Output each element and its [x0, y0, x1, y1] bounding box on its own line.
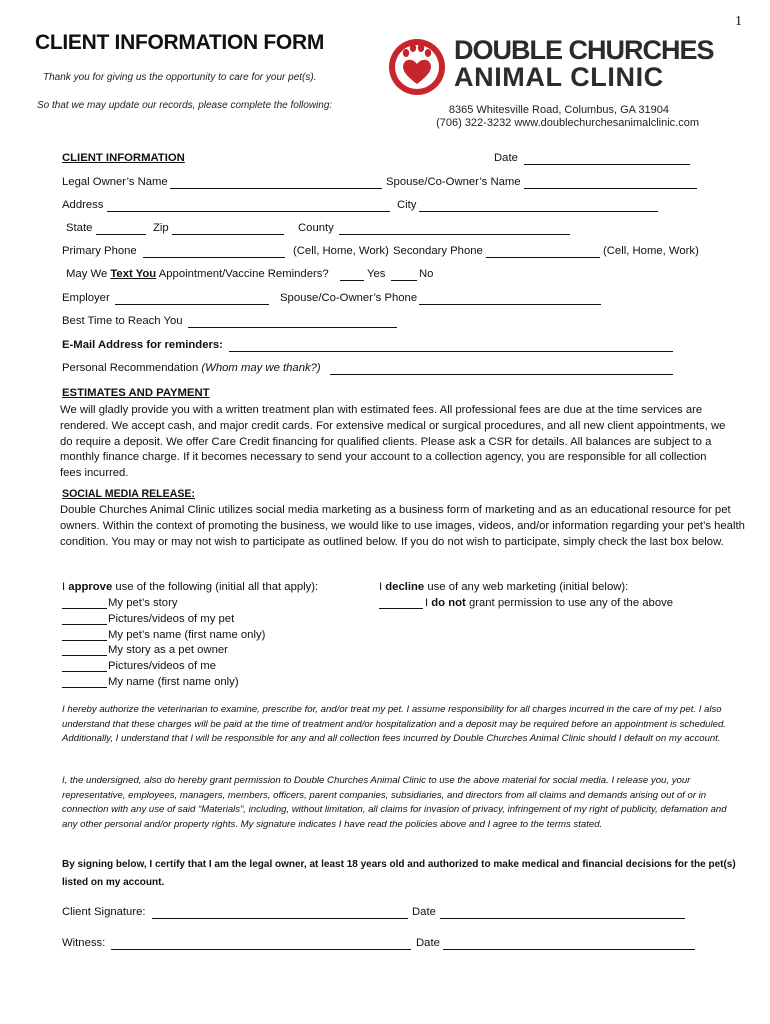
approve-item: Pictures/videos of my pet: [108, 613, 235, 625]
approve-initial-field[interactable]: [62, 608, 107, 609]
intro-instructions: So that we may update our records, please complete the following:: [37, 100, 333, 111]
approve-initial-field[interactable]: [62, 640, 107, 641]
legal-owner-field[interactable]: [170, 188, 382, 189]
date-field[interactable]: [524, 164, 690, 165]
decline-item-suffix: grant permission to use any of the above: [468, 597, 674, 609]
employer-label: Employer: [62, 292, 110, 304]
clinic-address: 8365 Whitesville Road, Columbus, GA 31904: [448, 104, 669, 116]
client-signature-field[interactable]: [152, 918, 408, 919]
intro-thanks: Thank you for giving us the opportunity to care for your pet(s).: [43, 72, 317, 83]
employer-field[interactable]: [115, 304, 269, 305]
email-label: E-Mail Address for reminders:: [62, 339, 223, 351]
best-time-field[interactable]: [188, 327, 397, 328]
approve-item: My pet’s story: [108, 597, 178, 609]
recommendation-label-group: [62, 362, 321, 374]
no-initial-field[interactable]: [391, 280, 417, 281]
secondary-phone-type: (Cell, Home, Work): [603, 245, 699, 257]
approve-initial-field[interactable]: [62, 624, 107, 625]
logo-name-line2: ANIMAL CLINIC: [454, 62, 664, 92]
client-signature-label: Client Signature:: [62, 906, 146, 918]
approve-bold: approve: [68, 581, 113, 593]
approve-initial-field[interactable]: [62, 671, 107, 672]
certify-paragraph: By signing below, I certify that I am the legal owner, at least 18 years old and authorized to make medical and financial decisions for the pet(s) listed on my account.: [62, 859, 736, 888]
approve-prefix: I: [62, 581, 66, 593]
spouse-name-field[interactable]: [524, 188, 697, 189]
decline-suffix: use of any web marketing (initial below):: [427, 581, 629, 593]
estimates-paragraph: We will gladly provide you with a written treatment plan with estimated fees. All professional fees are due at the time services are rendered. We accept cash, and major credit cards. For extensive medical or surgical procedures, and all new client appointments, we do require a deposit. We offer Care Credit financing for qualified clients. Please ask a CSR for details. All balances are subject to a monthly finance charge. If it becomes necessary to send your account to a collection agency, you are responsible for all collection fees incurred.: [60, 404, 726, 480]
best-time-label: Best Time to Reach You: [62, 315, 183, 327]
page-number: 1: [735, 14, 742, 29]
primary-phone-field[interactable]: [143, 257, 285, 258]
client-info-heading: CLIENT INFORMATION: [62, 152, 185, 164]
primary-phone-type: (Cell, Home, Work): [293, 245, 389, 257]
release-paragraph: I, the undersigned, also do hereby grant permission to Double Churches Animal Clinic to use the above material for social media. I release you, your representative, employees, managers, members, officers, parent companies, subsidiaries, and directors from all claims and demands arising out of or in connection with any use of said “Materials”, including, without limitation, all claims for invasion of privacy, infringement of my right of publicity, defamation and any other personal and/or property rights. My signature indicates I have read the policies above and I agree to the terms stated.: [62, 775, 727, 830]
no-label: No: [419, 268, 434, 280]
social-paragraph: Double Churches Animal Clinic utilizes social media marketing as a business form of marketing and as an educational resource for pet owners. Within the context of promoting the business, we would like to use images, videos, and/or information regarding your pet’s health condition. You may or may not wish to participate as outlined below. If you do not wish to participate, simply check the last box below.: [60, 504, 745, 548]
zip-field[interactable]: [172, 234, 284, 235]
witness-label: Witness:: [62, 937, 106, 949]
zip-label: Zip: [153, 222, 169, 234]
county-label: County: [298, 222, 334, 234]
state-label: State: [66, 222, 93, 234]
primary-phone-label: Primary Phone: [62, 245, 137, 257]
recommendation-label: Personal Recommendation: [62, 362, 199, 374]
secondary-phone-field[interactable]: [486, 257, 600, 258]
state-field[interactable]: [96, 234, 146, 235]
address-field[interactable]: [107, 211, 390, 212]
approve-item: My name (first name only): [108, 676, 239, 688]
email-field[interactable]: [229, 351, 673, 352]
approve-item: My story as a pet owner: [108, 644, 228, 656]
form-title: CLIENT INFORMATION FORM: [35, 31, 325, 54]
spouse-phone-field[interactable]: [419, 304, 601, 305]
text-reminders-suffix: Appointment/Vaccine Reminders?: [158, 268, 329, 280]
client-date-label: Date: [412, 906, 436, 918]
decline-item-bold: do not: [431, 597, 466, 609]
paw-heart-icon: [387, 36, 447, 96]
text-reminders-question: [66, 268, 329, 280]
witness-signature-field[interactable]: [111, 949, 411, 950]
social-heading: SOCIAL MEDIA RELEASE:: [62, 488, 196, 500]
text-reminders-prefix: May We: [66, 268, 108, 280]
secondary-phone-label: Secondary Phone: [393, 245, 483, 257]
city-field[interactable]: [419, 211, 658, 212]
witness-date-label: Date: [416, 937, 440, 949]
spouse-name-label: Spouse/Co-Owner’s Name: [386, 176, 521, 188]
county-field[interactable]: [339, 234, 570, 235]
date-label: Date: [494, 152, 518, 164]
decline-item: [425, 597, 673, 609]
recommendation-field[interactable]: [330, 374, 673, 375]
approve-initial-field[interactable]: [62, 687, 107, 688]
spouse-phone-label: Spouse/Co-Owner’s Phone: [280, 292, 418, 304]
text-reminders-bold: Text You: [110, 268, 157, 280]
logo-name-line1: DOUBLE CHURCHES: [454, 35, 714, 65]
approve-heading: [62, 581, 318, 593]
decline-initial-field[interactable]: [379, 608, 423, 609]
authorization-paragraph: I hereby authorize the veterinarian to examine, prescribe for, and/or treat my pet. I assume responsibility for all charges incurred in the care of my pet. I also understand that these charges will be paid at the time of treatment and/or hospitalization and a deposit may be required before an appointment is scheduled. Additionally, I understand that I will be responsible for any and all collection fees incurred by Double Churches Animal Clinic should I default on my account.: [62, 704, 726, 745]
decline-prefix: I: [379, 581, 383, 593]
approve-item: Pictures/videos of me: [108, 660, 216, 672]
witness-date-field[interactable]: [443, 949, 695, 950]
estimates-heading: ESTIMATES AND PAYMENT: [62, 387, 210, 399]
city-label: City: [397, 199, 417, 211]
recommendation-note: (Whom may we thank?): [201, 362, 321, 374]
address-label: Address: [62, 199, 104, 211]
yes-initial-field[interactable]: [340, 280, 364, 281]
decline-heading: [379, 581, 628, 593]
clinic-contact: (706) 322-3232 www.doublechurchesanimalclinic.com: [436, 117, 699, 129]
decline-item-prefix: I: [425, 597, 429, 609]
decline-bold: decline: [385, 581, 425, 593]
clinic-logo: [387, 36, 712, 96]
yes-label: Yes: [367, 268, 386, 280]
approve-initial-field[interactable]: [62, 655, 107, 656]
client-date-field[interactable]: [440, 918, 685, 919]
approve-item: My pet’s name (first name only): [108, 629, 266, 641]
legal-owner-label: Legal Owner’s Name: [62, 176, 168, 188]
approve-suffix: use of the following (initial all that apply):: [115, 581, 319, 593]
